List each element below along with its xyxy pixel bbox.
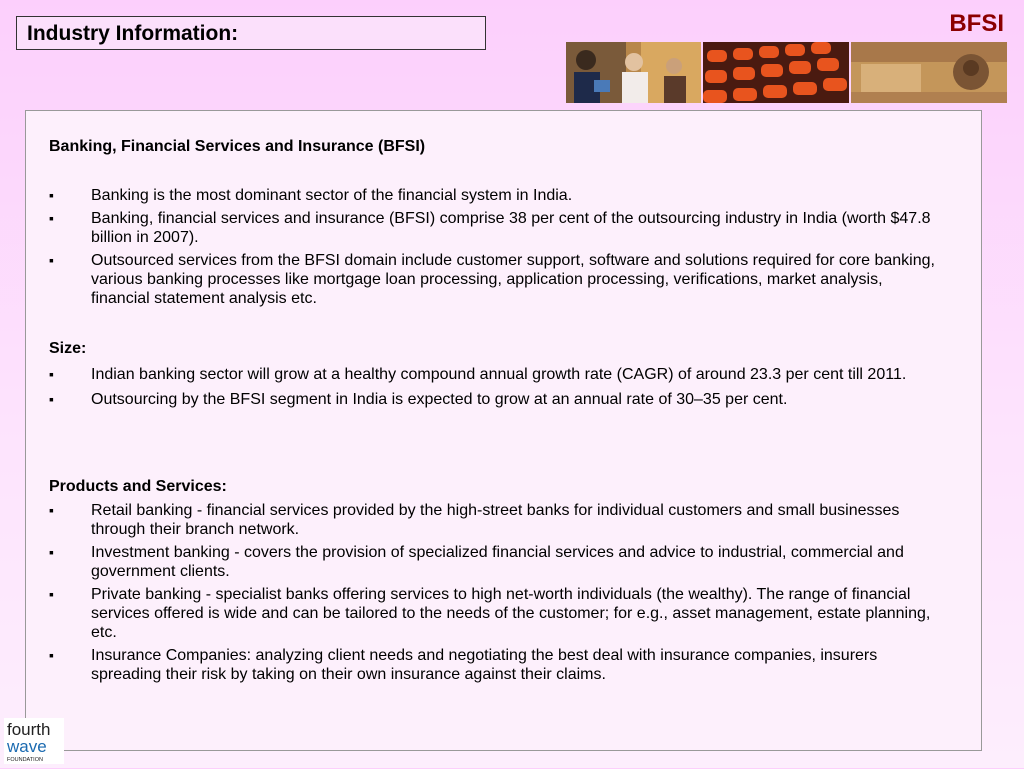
- office-workers-photo: [566, 42, 701, 103]
- calculator-keypad-photo: [703, 42, 849, 103]
- list-item: ▪ Private banking - specialist banks offering services to high net-worth individuals (the wealthy). The range of financial services offered is wide and can be tailored to the needs of the customer; for e.g., asset management, estate planning, etc.: [49, 585, 944, 642]
- list-item: ▪ Banking is the most dominant sector of the financial system in India.: [49, 186, 944, 205]
- list-item: ▪ Outsourcing by the BFSI segment in India is expected to grow at an annual rate of 30–35 per cent.: [49, 390, 944, 409]
- section-heading-bfsi: Banking, Financial Services and Insurance (BFSI): [49, 138, 426, 155]
- section-heading-size: Size:: [49, 340, 87, 357]
- logo-line3: FOUNDATION: [7, 757, 43, 763]
- list-item: ▪ Investment banking - covers the provision of specialized financial services and advice to industrial, commercial and government clients.: [49, 543, 944, 581]
- bfsi-bullet-list: [49, 186, 944, 312]
- list-item: ▪ Outsourced services from the BFSI domain include customer support, software and solutions required for core banking, various banking processes like mortgage loan processing, application processing, verifications, market analysis, financial statement analysis etc.: [49, 251, 944, 308]
- products-bullet-list: [49, 501, 944, 688]
- brand-label: BFSI: [949, 10, 1004, 37]
- indian-banknote-photo: [851, 42, 1007, 103]
- page-title: Industry Information:: [27, 22, 239, 45]
- fourth-wave-logo: [4, 718, 64, 764]
- logo-line2: wave: [7, 737, 47, 756]
- list-item: ▪ Indian banking sector will grow at a healthy compound annual growth rate (CAGR) of around 23.3 per cent till 2011.: [49, 363, 944, 386]
- header-title-box: [16, 16, 486, 50]
- logo-line1: fourth: [7, 720, 51, 739]
- size-bullet-list: [49, 363, 944, 413]
- list-item: ▪ Insurance Companies: analyzing client needs and negotiating the best deal with insurance companies, insurers spreading their risk by taking on their own insurance against their claims.: [49, 646, 944, 684]
- list-item: ▪ Banking, financial services and insurance (BFSI) comprise 38 per cent of the outsourcing industry in India (worth $47.8 billion in 2007).: [49, 209, 944, 247]
- list-item: ▪ Retail banking - financial services provided by the high-street banks for individual customers and small businesses through their branch network.: [49, 501, 944, 539]
- section-heading-products: Products and Services:: [49, 478, 227, 495]
